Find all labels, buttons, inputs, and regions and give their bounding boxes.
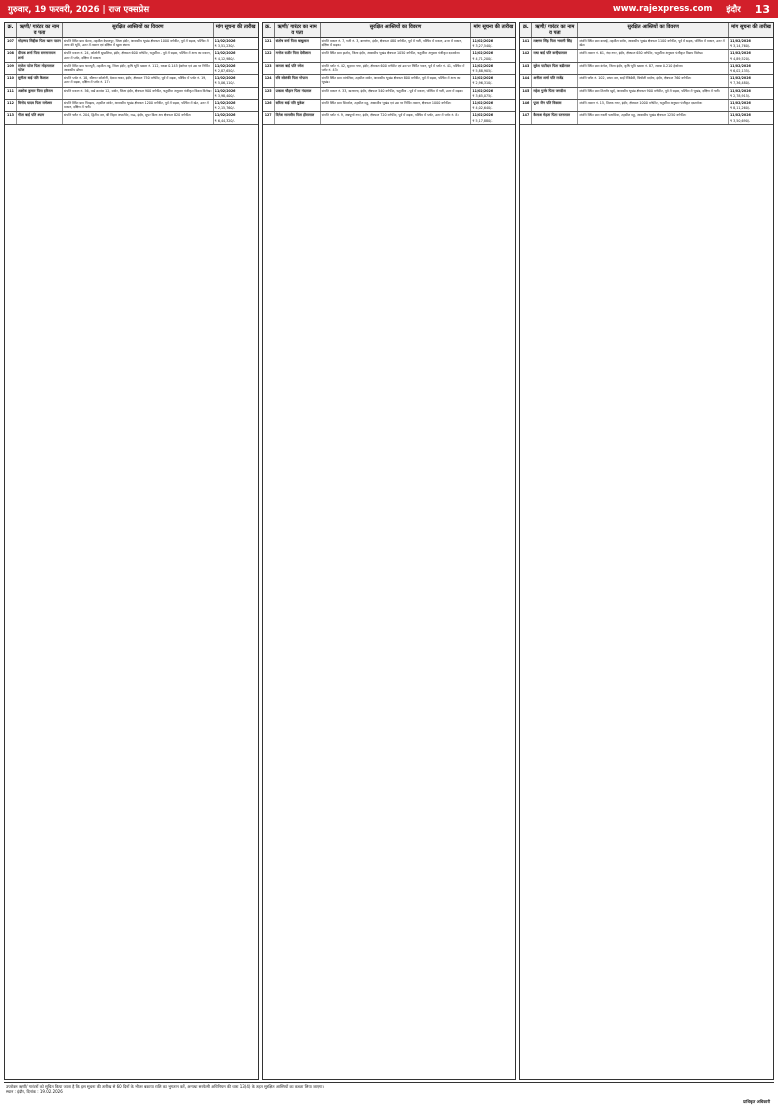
table-row <box>5 38 258 50</box>
due-amount: ₹ 3,65,075/- <box>472 93 493 98</box>
notice-column <box>519 22 774 1080</box>
asset-description: संपत्ति स्थित ग्राम सिमरोल, तहसील महू, आवासीय भूखंड एवं उस पर निर्मित मकान, क्षेत्रफल 1000 वर्गफीट। <box>321 100 472 111</box>
asset-description: संपत्ति स्थित ग्राम हातोद, जिला इंदौर, आवासीय भूखंड क्षेत्रफल 1050 वर्गफीट, चतुर्सीमा अनुसार पंजीकृत दस्तावेज। <box>321 50 472 61</box>
notice-cell <box>729 38 773 49</box>
notice-date: 11/02/2026 <box>730 39 751 43</box>
row-number: 113 <box>5 112 17 123</box>
row-number: 112 <box>5 100 17 111</box>
footer-note: उपरोक्त ऋणी/ गारंटरों को सूचित किया जाता है कि इस सूचना की तारीख से 60 दिनों के भीतर बकाया राशि का भुगतान करें, अन्यथा सरफेसी अधिनियम की धारा 13(4) के तहत सुरक्षित आस्तियों का कब्जा लिया जाएगा। <box>6 1084 324 1089</box>
notice-date: 11/02/2026 <box>214 76 236 81</box>
row-number: 142 <box>520 50 532 61</box>
due-amount: ₹ 7,36,480/- <box>730 81 751 86</box>
asset-description: संपत्ति प्लॉट नं. 9, अन्नपूर्णा नगर, इंदौर, क्षेत्रफल 720 वर्गफीट, पूर्व में सड़क, पश्चिम में प्लॉट, उत्तर में प्लॉट नं. 8। <box>321 112 472 123</box>
header-cell: ऋणी/ गारंटर का नाम व पता <box>17 23 63 37</box>
notice-cell <box>729 100 773 111</box>
asset-description: संपत्ति स्थित ग्राम कंपेल, जिला इंदौर, कृषि भूमि खसरा नं. 87, रकबा 0.210 हेक्टेयर। <box>578 63 729 74</box>
due-amount: ₹ 4,12,980/- <box>214 56 235 61</box>
borrower-name: मनोज राठौर पिता देवीलाल <box>275 51 311 56</box>
borrower-cell <box>275 88 321 99</box>
column-header <box>520 23 773 38</box>
table-row <box>263 50 516 62</box>
table-row <box>520 75 773 87</box>
table-row <box>263 38 516 50</box>
asset-description: संपत्ति फ्लैट नं. 204, द्वितीय तल, श्री विहार अपार्टमेंट, राऊ, इंदौर, सुपर बिल्ट अप क्षेत्रफल 820 वर्गफीट। <box>63 112 214 123</box>
borrower-name: लक्ष्मण सिंह पिता भवानी सिंह <box>533 39 572 43</box>
due-amount: ₹ 5,17,880/- <box>472 118 493 123</box>
notice-cell <box>729 75 773 86</box>
masthead <box>0 0 778 18</box>
borrower-name: पूजा जैन पति विकास <box>533 101 562 106</box>
asset-description: संपत्ति फ्लैट नं. 102, प्रथम तल, साईं रेजिडेंसी, बिचौली मर्दाना, इंदौर, क्षेत्रफल 760 वर्गफीट। <box>578 75 729 86</box>
due-amount: ₹ 4,71,200/- <box>472 56 493 61</box>
notice-tables <box>4 22 774 1080</box>
asset-description: संपत्ति स्थित ग्राम धरमपुरी, तहसील महू, जिला इंदौर, कृषि भूमि खसरा नं. 112, रकबा 0.145 हेक्टेयर एवं उस पर निर्मित आवासीय ढाँचा। <box>63 63 214 74</box>
header-cell: क्र. <box>520 23 532 37</box>
masthead-left <box>8 4 149 15</box>
notice-cell <box>471 38 515 49</box>
notice-date: 11/02/2026 <box>214 101 236 106</box>
row-number: 109 <box>5 63 17 74</box>
table-row <box>263 88 516 100</box>
header-cell: ऋणी/ गारंटर का नाम व पता <box>532 23 578 37</box>
asset-description: संपत्ति स्थित ग्राम तिल्लौर खुर्द, आवासीय भूखंड क्षेत्रफल 900 वर्गफीट, पूर्व में सड़क, पश्चिम में भूखंड, दक्षिण में गली। <box>578 88 729 99</box>
due-amount: ₹ 5,88,905/- <box>472 69 493 74</box>
borrower-name: कैलाश मेहता पिता रतनलाल <box>533 113 570 118</box>
due-amount: ₹ 5,06,110/- <box>214 81 235 86</box>
notice-cell <box>214 100 258 111</box>
notice-date: 11/02/2026 <box>214 113 236 118</box>
notice-cell <box>471 63 515 74</box>
borrower-cell <box>17 50 63 61</box>
row-number: 108 <box>5 50 17 61</box>
row-number: 111 <box>5 88 17 99</box>
borrower-cell <box>275 63 321 74</box>
asset-description: संपत्ति स्थित ग्राम मांगलिया, तहसील सांवेर, आवासीय भूखंड क्षेत्रफल 800 वर्गफीट, पूर्व में सड़क, पश्चिम में अन्य का भूखंड। <box>321 75 472 86</box>
notice-column <box>262 22 517 1080</box>
borrower-name: दीपक शर्मा पिता रामनारायण शर्मा <box>18 51 56 60</box>
borrower-cell <box>275 38 321 49</box>
due-amount: ₹ 8,11,260/- <box>730 106 751 111</box>
notice-cell <box>214 38 258 49</box>
notice-date: 11/02/2026 <box>472 113 494 118</box>
signatory: प्राधिकृत अधिकारी <box>743 1099 770 1104</box>
due-amount: ₹ 3,27,540/- <box>472 44 493 49</box>
header-cell: मांग सूचना की तारीख <box>473 24 514 30</box>
borrower-name: संतोष वर्मा पिता बाबूलाल <box>275 39 309 43</box>
table-row <box>5 75 258 87</box>
paper-name: | राज एक्सप्रेस <box>103 5 150 15</box>
notice-date: 11/02/2026 <box>214 51 236 56</box>
borrower-cell <box>17 112 63 123</box>
table-row <box>520 112 773 124</box>
notice-date: 11/02/2026 <box>472 63 494 68</box>
borrower-cell <box>532 38 578 49</box>
borrower-name: कमला बाई पति रमेश <box>275 63 304 68</box>
borrower-cell <box>17 38 63 49</box>
notice-cell <box>471 100 515 111</box>
asset-description: संपत्ति स्थित ग्राम बरलई, तहसील सांवेर, आवासीय भूखंड क्षेत्रफल 1100 वर्गफीट, पूर्व में सड़क, पश्चिम में मकान, उत्तर में खेत। <box>578 38 729 49</box>
row-number: 121 <box>263 38 275 49</box>
table-row <box>263 75 516 87</box>
row-number: 144 <box>520 75 532 86</box>
header-cell: मांग सूचना की तारीख <box>215 24 256 30</box>
notice-date: 11/02/2026 <box>730 51 751 56</box>
due-amount: ₹ 2,15,760/- <box>214 106 235 111</box>
borrower-name: विनोद यादव पिता रामेश्वर <box>18 101 52 106</box>
borrower-name: अनीता शर्मा पति राजेंद्र <box>533 76 564 81</box>
due-amount: ₹ 2,78,915/- <box>730 93 751 98</box>
notice-cell <box>214 75 258 86</box>
row-number: 141 <box>520 38 532 49</box>
notice-date: 11/02/2026 <box>472 39 494 43</box>
notice-cell <box>729 112 773 123</box>
asset-description: संपत्ति प्लॉट नं. 18, श्रीनगर कॉलोनी, देवास नाका, इंदौर, क्षेत्रफल 750 वर्गफीट, पूर्व में सड़क, पश्चिम में प्लॉट नं. 19, उत्तर में सड़क, दक्षिण में प्लॉट नं. 17। <box>63 75 214 86</box>
table-row <box>520 50 773 62</box>
due-amount: ₹ 3,50,690/- <box>730 118 751 123</box>
due-amount: ₹ 6,44,320/- <box>214 118 235 123</box>
notice-column <box>4 22 259 1080</box>
header-cell: सुरक्षित आस्तियों का विवरण <box>321 23 472 37</box>
due-amount: ₹ 2,96,310/- <box>472 81 493 86</box>
asset-description: संपत्ति मकान नं. 15, तिलक नगर, इंदौर, क्षेत्रफल 1000 वर्गफीट, चतुर्सीमा अनुसार पंजीकृत दस्तावेज। <box>578 100 729 111</box>
table-row <box>263 100 516 112</box>
notice-cell <box>729 63 773 74</box>
table-row <box>520 63 773 75</box>
row-number: 146 <box>520 100 532 111</box>
header-cell: क्र. <box>263 23 275 37</box>
row-number: 123 <box>263 63 275 74</box>
borrower-name: महेश गुर्जर पिता जगदीश <box>533 88 566 93</box>
row-number: 145 <box>520 88 532 99</box>
borrower-cell <box>532 75 578 86</box>
borrower-name: राजेश पटेल पिता मोहनलाल पटेल <box>18 63 55 73</box>
notice-cell <box>729 88 773 99</box>
borrower-name: सुनीता बाई पति कैलाश <box>18 76 49 81</box>
notice-date: 11/02/2026 <box>730 88 751 93</box>
masthead-right <box>613 3 770 16</box>
table-row <box>5 88 258 100</box>
notice-cell <box>214 50 258 61</box>
due-amount: ₹ 3,51,230/- <box>214 44 235 49</box>
notice-cell <box>471 88 515 99</box>
notice-date: 11/02/2026 <box>214 88 236 93</box>
borrower-name: राधा बाई पति कन्हैयालाल <box>533 51 567 56</box>
footer-place-date: स्थान : इंदौर, दिनांक : 19.02.2026 <box>6 1089 63 1094</box>
notice-date: 11/02/2026 <box>472 88 494 93</box>
row-number: 143 <box>520 63 532 74</box>
row-number: 122 <box>263 50 275 61</box>
asset-description: संपत्ति स्थित ग्राम पिवड़ाय, तहसील सांवेर, आवासीय भूखंड क्षेत्रफल 1200 वर्गफीट, पूर्व में सड़क, पश्चिम में खेत, उत्तर में मकान, दक्षिण में गली। <box>63 100 214 111</box>
borrower-cell <box>532 50 578 61</box>
notice-cell <box>214 88 258 99</box>
asset-description: संपत्ति मकान नं. 61, नंदा नगर, इंदौर, क्षेत्रफल 650 वर्गफीट, चतुर्सीमा अनुसार पंजीकृत विक्रय विलेख। <box>578 50 729 61</box>
borrower-name: मोहम्मद सिद्दीक पिता खान पठान <box>18 39 61 43</box>
due-amount: ₹ 3,98,400/- <box>214 93 235 98</box>
table-row <box>520 88 773 100</box>
row-number: 125 <box>263 88 275 99</box>
borrower-cell <box>17 88 63 99</box>
table-row <box>5 112 258 124</box>
borrower-cell <box>275 50 321 61</box>
column-header <box>263 23 516 38</box>
row-number: 126 <box>263 100 275 111</box>
notice-date: 11/02/2026 <box>730 76 751 81</box>
row-number: 124 <box>263 75 275 86</box>
notice-date: 11/02/2026 <box>730 63 751 68</box>
due-amount: ₹ 3,14,760/- <box>730 44 751 49</box>
borrower-name: प्रकाश चौहान पिता नंदलाल <box>275 88 312 93</box>
notice-date: 11/02/2026 <box>472 76 494 81</box>
asset-description: संपत्ति मकान नं. 56, वार्ड क्रमांक 12, सांवेर, जिला इंदौर, क्षेत्रफल 900 वर्गफीट, चतुर्सीमा अनुसार पंजीकृत विक्रय विलेख। <box>63 88 214 99</box>
issue-date: गुरुवार, 19 फरवरी, 2026 <box>8 4 100 15</box>
row-number: 107 <box>5 38 17 49</box>
table-row <box>5 50 258 62</box>
notice-cell <box>471 112 515 123</box>
borrower-cell <box>532 88 578 99</box>
table-row <box>520 100 773 112</box>
asset-description: संपत्ति स्थित ग्राम गवली पलासिया, तहसील महू, आवासीय भूखंड क्षेत्रफल 1250 वर्गफीट। <box>578 112 729 123</box>
notice-date: 11/02/2026 <box>730 113 751 118</box>
due-amount: ₹ 6,02,135/- <box>730 69 751 74</box>
borrower-cell <box>532 63 578 74</box>
borrower-name: अशोक कुमार पिता हरिराम <box>18 88 53 93</box>
borrower-cell <box>532 112 578 123</box>
notice-cell <box>214 63 258 74</box>
row-number: 127 <box>263 112 275 123</box>
header-cell: सुरक्षित आस्तियों का विवरण <box>578 23 729 37</box>
notice-date: 11/02/2026 <box>472 101 494 106</box>
asset-description: संपत्ति मकान नं. 24, कॉलोनी सुखलिया, इंदौर, क्षेत्रफल 600 वर्गफीट, चतुर्सीमा - पूर्व में सड़क, पश्चिम में अन्य का मकान, उत्तर में प्लॉट, दक्षिण में मकान। <box>63 50 214 61</box>
header-cell: क्र. <box>5 23 17 37</box>
borrower-cell <box>532 100 578 111</box>
table-row <box>263 112 516 124</box>
borrower-name: दिनेश मालवीय पिता हीरालाल <box>275 113 315 118</box>
notice-date: 11/02/2026 <box>214 39 236 43</box>
asset-description: संपत्ति मकान नं. 7, गली नं. 3, बाणगंगा, इंदौर, क्षेत्रफल 480 वर्गफीट, पूर्व में गली, पश्चिम में मकान, उत्तर में मकान, दक्षिण में सड़क। <box>321 38 472 49</box>
table-row <box>263 63 516 75</box>
website-link[interactable]: www.rajexpress.com <box>612 4 713 14</box>
notice-cell <box>471 50 515 61</box>
due-amount: ₹ 4,02,640/- <box>472 106 493 111</box>
due-amount: ₹ 4,89,520/- <box>730 56 751 61</box>
header-cell: सुरक्षित आस्तियों का विवरण <box>63 23 214 37</box>
table-row <box>5 100 258 112</box>
borrower-cell <box>275 112 321 123</box>
borrower-cell <box>17 75 63 86</box>
notice-cell <box>471 75 515 86</box>
borrower-name: सुरेश पाटीदार पिता बद्रीलाल <box>533 63 571 68</box>
asset-description: संपत्ति स्थित ग्राम बेटमा, तहसील देपालपुर, जिला इंदौर, आवासीय भूखंड क्षेत्रफल 1000 वर्गफीट, पूर्व में सड़क, पश्चिम में अन्य की भूमि, उत्तर में मकान एवं दक्षिण में खुला स्थान। <box>63 38 214 49</box>
borrower-cell <box>275 100 321 111</box>
borrower-cell <box>17 100 63 111</box>
borrower-cell <box>275 75 321 86</box>
column-header <box>5 23 258 38</box>
borrower-name: सरिता बाई पति मुकेश <box>275 101 305 106</box>
borrower-cell <box>17 63 63 74</box>
header-cell: मांग सूचना की तारीख <box>731 24 771 30</box>
notice-cell <box>214 112 258 123</box>
notice-footer <box>4 1082 774 1106</box>
notice-date: 11/02/2026 <box>730 101 751 106</box>
asset-description: संपत्ति मकान नं. 33, खजराना, इंदौर, क्षेत्रफल 540 वर्गफीट, चतुर्सीमा - पूर्व में मकान, पश्चिम में गली, उत्तर में सड़क। <box>321 88 472 99</box>
borrower-name: गीता बाई पति श्याम <box>18 113 45 118</box>
notice-date: 11/02/2026 <box>472 51 494 56</box>
notice-cell <box>729 50 773 61</box>
table-row <box>520 38 773 50</box>
row-number: 110 <box>5 75 17 86</box>
borrower-name: रवि सोलंकी पिता गोपाल <box>275 76 308 81</box>
row-number: 147 <box>520 112 532 123</box>
due-amount: ₹ 2,87,650/- <box>214 69 235 74</box>
notice-date: 11/02/2026 <box>214 63 236 68</box>
header-cell: ऋणी/ गारंटर का नाम व पता <box>275 23 321 37</box>
asset-description: संपत्ति प्लॉट नं. 42, सुदामा नगर, इंदौर, क्षेत्रफल 600 वर्गफीट एवं उस पर निर्मित भवन, पूर्व में प्लॉट नं. 41, पश्चिम में प्लॉट नं. 43। <box>321 63 472 74</box>
table-row <box>5 63 258 75</box>
edition-city: इंदौर <box>726 4 741 15</box>
page-number: 13 <box>754 2 770 16</box>
